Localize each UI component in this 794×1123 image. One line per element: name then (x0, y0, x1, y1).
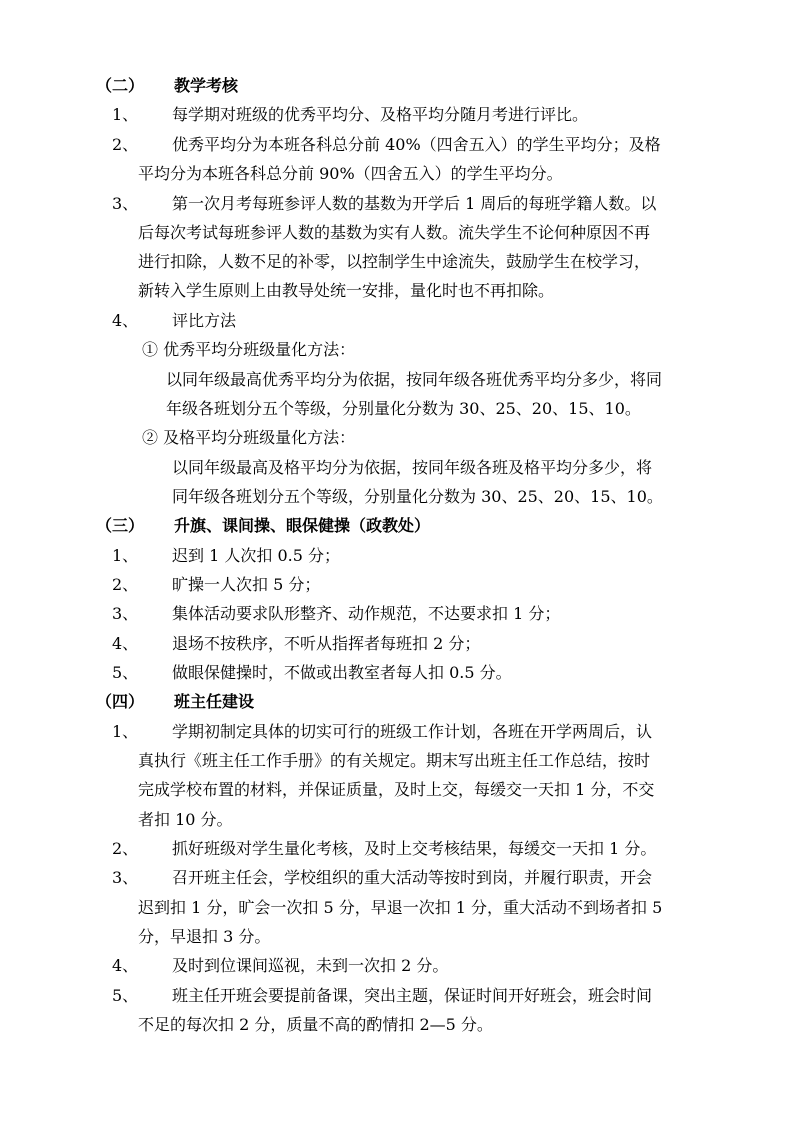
subitem-text: 同年级各班划分五个等级，分别量化分数为 30、25、20、15、10。 (172, 487, 663, 506)
item-continuation: 真执行《班主任工作手册》的有关规定。期末写出班主任工作总结，按时 (138, 751, 651, 770)
subitem-text: 年级各班划分五个等级，分别量化分数为 30、25、20、15、10。 (166, 399, 641, 418)
list-item (112, 307, 236, 335)
item-text: 迟到 1 人次扣 0.5 分； (172, 546, 340, 565)
section-heading (96, 72, 238, 100)
section-title: 教学考核 (174, 76, 239, 95)
item-text: 集体活动要求队形整齐、动作规范，不达要求扣 1 分； (172, 604, 561, 623)
list-item (112, 982, 652, 1010)
item-text: 及时到位课间巡视，未到一次扣 2 分。 (172, 956, 449, 975)
item-number: 2、 (112, 575, 139, 594)
item-text: 退场不按秩序，不听从指挥者每班扣 2 分； (172, 634, 481, 653)
item-continuation: 不足的每次扣 2 分，质量不高的酌情扣 2—5 分。 (138, 1015, 493, 1034)
item-number: 4、 (112, 634, 139, 653)
item-continuation: 平均分为本班各科总分前 90%（四舍五入）的学生平均分。 (138, 164, 563, 183)
item-number: 3、 (112, 868, 139, 887)
list-item (112, 630, 480, 658)
section-title: 升旗、课间操、眼保健操（政教处） (174, 516, 431, 535)
item-text: 抓好班级对学生量化考核，及时上交考核结果，每缓交一天扣 1 分。 (172, 839, 657, 858)
item-continuation: 者扣 10 分。 (138, 810, 233, 829)
item-number: 3、 (112, 604, 139, 623)
item-text: 召开班主任会，学校组织的重大活动等按时到岗，并履行职责，开会 (172, 868, 653, 887)
item-continuation: 新转入学生原则上由教导处统一安排，量化时也不再扣除。 (138, 281, 555, 300)
item-number: 1、 (112, 722, 139, 741)
item-number: 4、 (112, 956, 139, 975)
list-item (112, 659, 512, 687)
item-number: 3、 (112, 194, 139, 213)
list-item (112, 131, 661, 159)
item-text: 优秀平均分为本班各科总分前 40%（四舍五入）的学生平均分；及格 (172, 135, 661, 154)
item-continuation: 进行扣除，人数不足的补零，以控制学生中途流失，鼓励学生在校学习， (138, 252, 651, 271)
item-number: 1、 (112, 546, 139, 565)
item-text: 班主任开班会要提前备课，突出主题，保证时间开好班会，班会时间 (172, 986, 653, 1005)
item-continuation: 分，早退扣 3 分。 (138, 927, 271, 946)
section-number: （二） (96, 76, 145, 95)
item-number: 1、 (112, 105, 139, 124)
item-number: 5、 (112, 663, 139, 682)
section-heading (96, 688, 254, 716)
subitem-label: ① 优秀平均分班级量化方法： (142, 340, 356, 359)
list-item (112, 571, 320, 599)
item-text: 旷操一人次扣 5 分； (172, 575, 321, 594)
item-text: 每学期对班级的优秀平均分、及格平均分随月考进行评比。 (172, 105, 589, 124)
list-item (112, 835, 656, 863)
section-title: 班主任建设 (174, 692, 255, 711)
item-text: 做眼保健操时，不做或出教室者每人扣 0.5 分。 (172, 663, 512, 682)
subitem-text: 以同年级最高优秀平均分为依据，按同年级各班优秀平均分多少，将同 (166, 370, 663, 389)
section-number: （三） (96, 516, 145, 535)
list-item (112, 542, 340, 570)
list-item (112, 600, 560, 628)
list-item (112, 190, 656, 218)
section-heading (96, 512, 430, 540)
list-item (112, 952, 448, 980)
item-number: 2、 (112, 135, 139, 154)
list-item (112, 101, 588, 129)
item-text: 第一次月考每班参评人数的基数为开学后 1 周后的每班学籍人数。以 (172, 194, 657, 213)
item-continuation: 完成学校布置的材料，并保证质量，及时上交，每缓交一天扣 1 分，不交 (138, 780, 655, 799)
item-continuation: 迟到扣 1 分，旷会一次扣 5 分，早退一次扣 1 分，重大活动不到场者扣 5 (138, 898, 663, 917)
item-number: 4、 (112, 311, 139, 330)
item-text: 学期初制定具体的切实可行的班级工作计划，各班在开学两周后，认 (172, 722, 653, 741)
item-text: 评比方法 (172, 311, 237, 330)
subitem-text: 以同年级最高及格平均分为依据，按同年级各班及格平均分多少，将 (172, 458, 653, 477)
item-number: 2、 (112, 839, 139, 858)
subitem-label: ② 及格平均分班级量化方法： (142, 428, 356, 447)
list-item (112, 718, 652, 746)
list-item (112, 864, 652, 892)
section-number: （四） (96, 692, 145, 711)
item-continuation: 后每次考试每班参评人数的基数为实有人数。流失学生不论何种原因不再 (138, 223, 651, 242)
item-number: 5、 (112, 986, 139, 1005)
